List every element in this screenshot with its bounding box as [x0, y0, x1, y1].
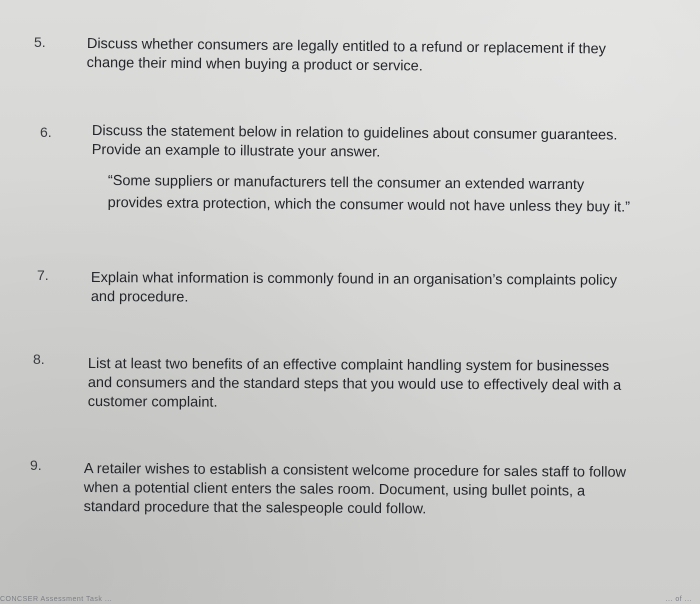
- question-7-line-1: Explain what information is commonly found in an organisation’s complaints policy: [90, 270, 618, 289]
- question-8-line-2: and consumers and the standard steps that you would use to effectively deal with a: [87, 374, 622, 394]
- question-9-line-2: when a potential client enters the sales room. Document, using bullet points, a: [83, 479, 586, 500]
- question-6-text: [92, 122, 618, 165]
- question-5-line-1: Discuss whether consumers are legally entitled to a refund or replacement if they: [86, 35, 607, 58]
- question-8-text: [88, 355, 622, 415]
- question-7-text: [91, 269, 617, 310]
- question-7-number: 7.: [37, 267, 49, 283]
- question-6-quote-line-1: “Some suppliers or manufacturers tell the consumer an extended warranty: [107, 172, 585, 194]
- question-6-number: 6.: [40, 124, 52, 140]
- question-5-line-2: change their mind when buying a product or service.: [86, 54, 423, 75]
- footer-left-text: CONCSER Assessment Task ...: [0, 596, 113, 603]
- question-6-quote: [108, 170, 631, 219]
- question-8-number: 8.: [33, 351, 45, 367]
- page-footer: [0, 594, 700, 604]
- question-5-number: 5.: [34, 34, 46, 50]
- footer-right-text: ... of ...: [665, 596, 692, 603]
- question-8-line-1: List at least two benefits of an effective complaint handling system for businesses: [87, 356, 610, 375]
- question-5-text: [87, 35, 606, 78]
- question-7-line-2: and procedure.: [90, 288, 189, 306]
- question-6-line-2: Provide an example to illustrate your answer.: [91, 141, 381, 161]
- question-9-line-3: standard procedure that the salespeople could follow.: [83, 498, 427, 518]
- question-8-line-3: customer complaint.: [87, 393, 218, 411]
- question-9-text: [84, 460, 627, 521]
- question-9-line-1: A retailer wishes to establish a consistent welcome procedure for sales staff to follow: [83, 460, 627, 481]
- question-6-line-1: Discuss the statement below in relation to guidelines about consumer guarantees.: [91, 122, 618, 144]
- question-6-quote-line-2: provides extra protection, which the consumer would not have unless they buy it.”: [107, 194, 631, 216]
- question-9-number: 9.: [30, 457, 42, 473]
